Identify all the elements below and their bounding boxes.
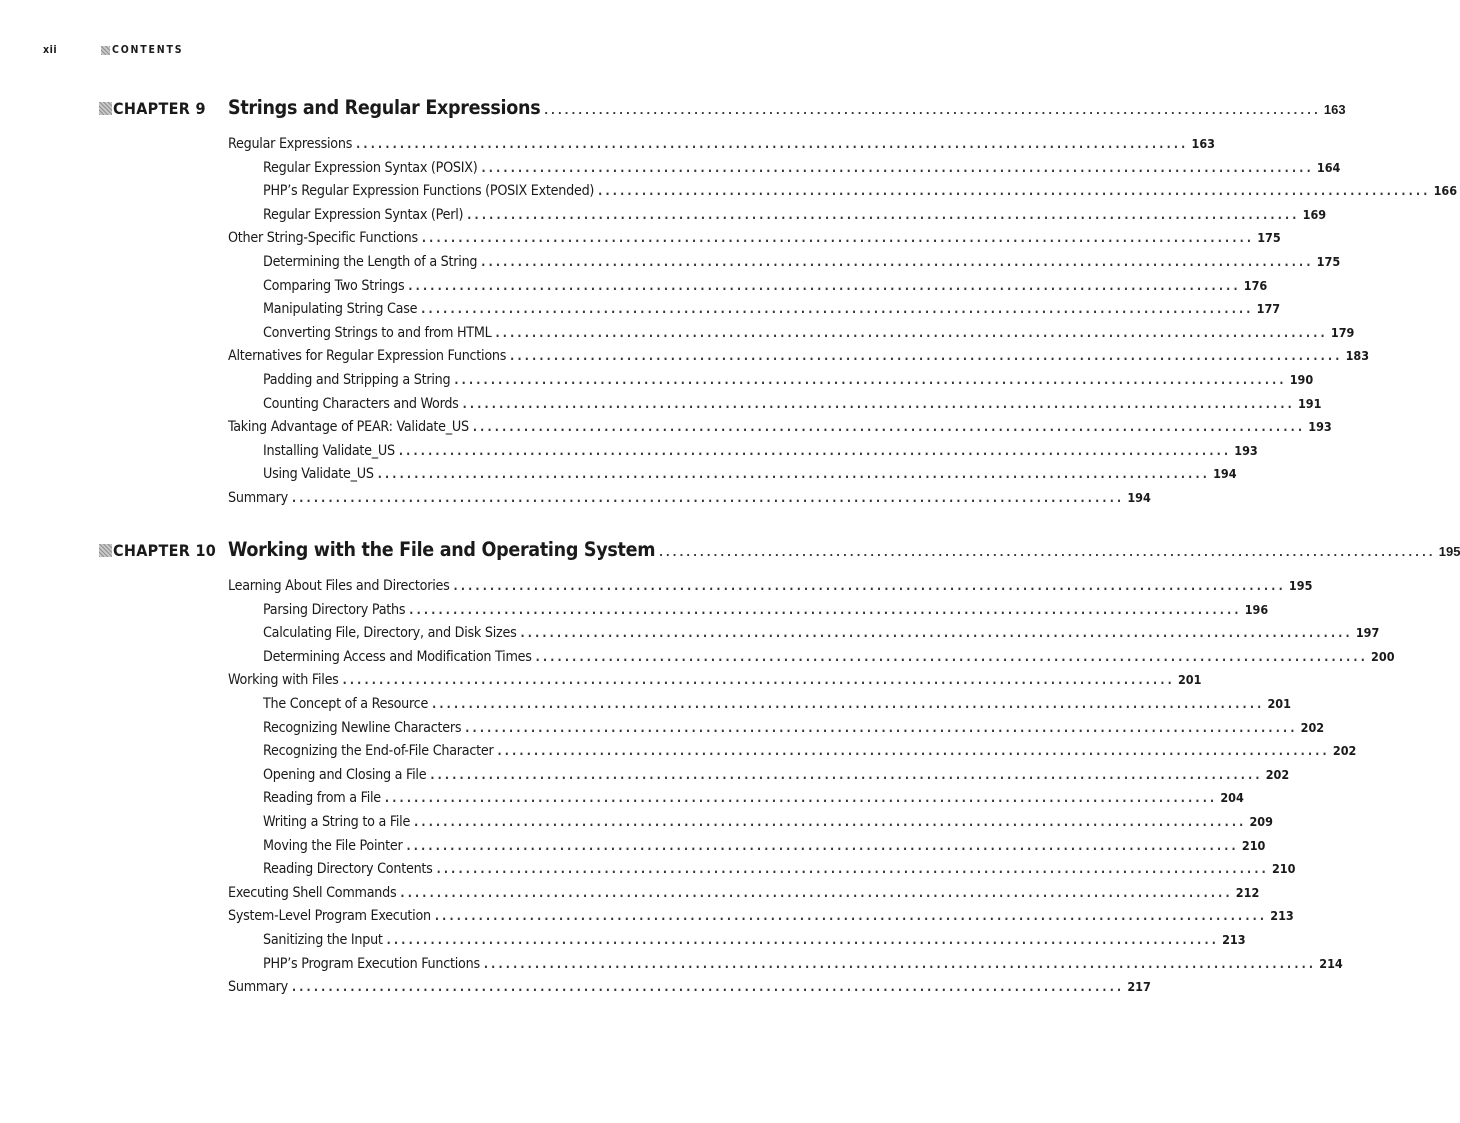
chapter-page-number: 163	[1323, 102, 1346, 117]
dot-leader: ..................................................................................................................	[291, 490, 1125, 505]
dot-leader: ..................................................................................................................	[406, 838, 1239, 853]
entry-title: PHP’s Program Execution Functions	[263, 955, 480, 972]
running-head-title: CONTENTS	[112, 44, 184, 56]
entry-page-number: 202	[1265, 766, 1290, 782]
entry-title: Comparing Two Strings	[263, 277, 405, 294]
dot-leader: ..................................................................................................................	[465, 720, 1298, 735]
entry-title: Recognizing the End-of-File Character	[263, 743, 494, 760]
toc-entry[interactable]	[263, 179, 1458, 203]
dot-leader: ..................................................................................................................	[384, 791, 1218, 806]
toc-entry[interactable]	[263, 156, 1341, 180]
entry-title: Reading from a File	[263, 790, 381, 807]
entry-page-number: 210	[1241, 837, 1266, 853]
dot-leader: ..................................................................................................................	[291, 980, 1125, 995]
dot-leader: ..................................................................................................................	[495, 325, 1328, 340]
toc-entry[interactable]	[263, 462, 1237, 486]
toc-entry[interactable]	[263, 692, 1291, 716]
toc-entry[interactable]	[263, 739, 1357, 763]
entry-title: Counting Characters and Words	[263, 395, 459, 412]
chapter-label	[99, 541, 216, 560]
entry-page-number: 175	[1316, 253, 1341, 269]
entry-page-number: 202	[1332, 743, 1357, 759]
entry-page-number: 195	[1288, 578, 1313, 593]
entry-title: Working with Files	[228, 672, 339, 689]
toc-entry[interactable]	[263, 297, 1281, 321]
chapter-title-row[interactable]	[228, 96, 1346, 119]
entry-page-number: 213	[1270, 908, 1294, 924]
entry-page-number: 166	[1433, 183, 1458, 199]
entry-title: Regular Expression Syntax (POSIX)	[263, 159, 478, 176]
chapter-title: Working with the File and Operating System	[228, 538, 656, 561]
toc-entry[interactable]	[263, 952, 1343, 976]
entry-title: The Concept of a Resource	[263, 695, 429, 712]
entry-title: Using Validate_US	[263, 466, 374, 483]
entry-page-number: 177	[1256, 301, 1281, 317]
entry-page-number: 201	[1177, 672, 1202, 688]
chapter-title: Strings and Regular Expressions	[228, 96, 541, 119]
chapter-heading	[0, 538, 1460, 566]
entry-page-number: 176	[1243, 277, 1268, 293]
entry-title: Other String-Specific Functions	[228, 230, 418, 247]
dot-leader: ..................................................................................................................	[497, 744, 1330, 759]
entry-page-number: 214	[1319, 955, 1343, 971]
toc-entry[interactable]	[228, 904, 1294, 928]
dot-leader: ..................................................................................................................	[472, 420, 1306, 435]
dot-leader: ..................................................................................................................	[544, 102, 1321, 117]
toc-entry[interactable]	[228, 415, 1332, 439]
toc-entry[interactable]	[228, 226, 1281, 250]
entry-page-number: 196	[1244, 601, 1269, 617]
entry-title: Regular Expressions	[228, 136, 353, 152]
dot-leader: ..................................................................................................................	[356, 137, 1189, 151]
toc-entry[interactable]	[228, 132, 1215, 156]
entry-page-number: 209	[1249, 813, 1273, 829]
gray-square-icon	[99, 544, 112, 557]
toc-entry[interactable]	[263, 928, 1246, 952]
entry-title: Summary	[228, 489, 288, 506]
running-header	[43, 42, 183, 58]
entry-title: Executing Shell Commands	[228, 884, 397, 901]
chapter-label-text: CHAPTER 9	[113, 99, 206, 118]
chapter-10-section	[0, 538, 1460, 999]
dot-leader: ..................................................................................................................	[421, 302, 1254, 317]
entry-title: Writing a String to a File	[263, 813, 411, 830]
toc-entry[interactable]	[263, 598, 1269, 622]
entry-title: Manipulating String Case	[263, 301, 418, 318]
dot-leader: ..................................................................................................................	[483, 956, 1317, 971]
dot-leader: ..................................................................................................................	[535, 649, 1369, 664]
entry-title: System-Level Program Execution	[228, 908, 431, 925]
entry-page-number: 212	[1235, 884, 1260, 900]
dot-leader: ..................................................................................................................	[659, 544, 1436, 559]
entry-page-number: 175	[1257, 230, 1281, 246]
toc-entry[interactable]	[263, 645, 1395, 669]
toc-entry-list	[0, 132, 1458, 510]
chapter-heading	[0, 96, 1346, 124]
toc-entry[interactable]	[263, 763, 1290, 787]
toc-entry[interactable]	[263, 810, 1273, 834]
toc-entry[interactable]	[263, 368, 1314, 392]
entry-title: Recognizing Newline Characters	[263, 719, 462, 736]
toc-entry[interactable]	[228, 668, 1202, 692]
toc-entry-list	[0, 574, 1395, 999]
entry-title: Taking Advantage of PEAR: Validate_US	[228, 419, 469, 436]
entry-page-number: 194	[1213, 466, 1237, 482]
entry-title: Sanitizing the Input	[263, 931, 383, 948]
dot-leader: ..................................................................................................................	[342, 673, 1175, 688]
entry-page-number: 210	[1271, 861, 1296, 877]
entry-page-number: 217	[1127, 979, 1151, 995]
entry-title: Determining the Length of a String	[263, 253, 478, 270]
toc-entry[interactable]	[228, 486, 1151, 510]
entry-title: Converting Strings to and from HTML	[263, 324, 492, 341]
toc-entry[interactable]	[263, 439, 1258, 463]
entry-page-number: 190	[1289, 371, 1314, 387]
toc-entry[interactable]	[263, 834, 1266, 858]
entry-title: Regular Expression Syntax (Perl)	[263, 206, 464, 223]
entry-title: PHP’s Regular Expression Functions (POSIX Extended)	[263, 183, 595, 200]
entry-title: Installing Validate_US	[263, 442, 395, 459]
dot-leader: ..................................................................................................................	[377, 467, 1211, 482]
dot-leader: ..................................................................................................................	[462, 396, 1295, 411]
dot-leader: ..................................................................................................................	[421, 231, 1255, 246]
entry-page-number: 179	[1330, 324, 1355, 340]
toc-entry[interactable]	[263, 716, 1325, 740]
dot-leader: ..................................................................................................................	[386, 932, 1220, 947]
dot-leader: ..................................................................................................................	[454, 372, 1287, 387]
dot-leader: ..................................................................................................................	[598, 184, 1431, 199]
toc-entry[interactable]	[228, 975, 1151, 999]
entry-title: Summary	[228, 979, 288, 996]
entry-title: Calculating File, Directory, and Disk Sizes	[263, 625, 517, 642]
entry-title: Reading Directory Contents	[263, 861, 433, 878]
dot-leader: ..................................................................................................................	[436, 862, 1269, 877]
toc-entry[interactable]	[228, 881, 1260, 905]
entry-title: Opening and Closing a File	[263, 766, 427, 783]
dot-leader: ..................................................................................................................	[430, 767, 1263, 782]
entry-page-number: 201	[1267, 695, 1291, 711]
toc-entry[interactable]	[263, 857, 1296, 881]
toc-entry[interactable]	[263, 203, 1327, 227]
entry-page-number: 183	[1345, 348, 1370, 364]
dot-leader: ..................................................................................................................	[467, 207, 1300, 222]
entry-page-number: 204	[1220, 790, 1244, 806]
entry-title: Determining Access and Modification Times	[263, 648, 532, 665]
toc-entry[interactable]	[263, 321, 1355, 345]
chapter-9-section	[0, 96, 1458, 510]
entry-page-number: 194	[1127, 489, 1151, 505]
gray-square-icon	[99, 102, 112, 115]
toc-entry[interactable]	[228, 574, 1313, 598]
entry-page-number: 202	[1300, 719, 1325, 735]
dot-leader: ..................................................................................................................	[432, 696, 1265, 711]
toc-entry[interactable]	[263, 786, 1244, 810]
toc-entry[interactable]	[263, 621, 1380, 645]
dot-leader: ..................................................................................................................	[409, 602, 1242, 617]
toc-entry[interactable]	[263, 392, 1322, 416]
entry-page-number: 169	[1302, 206, 1327, 222]
gray-square-icon	[101, 46, 110, 55]
entry-page-number: 200	[1371, 648, 1395, 664]
dot-leader: ..................................................................................................................	[434, 909, 1268, 924]
chapter-label	[99, 99, 206, 118]
entry-page-number: 193	[1234, 442, 1258, 458]
dot-leader: ..................................................................................................................	[400, 885, 1233, 900]
dot-leader: ..................................................................................................................	[408, 278, 1241, 293]
entry-title: Alternatives for Regular Expression Functions	[228, 348, 507, 365]
entry-page-number: 163	[1191, 136, 1215, 151]
entry-title: Padding and Stripping a String	[263, 371, 451, 388]
toc-entry[interactable]	[263, 274, 1268, 298]
entry-page-number: 197	[1355, 625, 1380, 641]
dot-leader: ..................................................................................................................	[481, 254, 1314, 269]
dot-leader: ..................................................................................................................	[481, 160, 1314, 175]
toc-entry[interactable]	[263, 250, 1341, 274]
entry-page-number: 191	[1297, 395, 1322, 411]
dot-leader: ..................................................................................................................	[398, 443, 1232, 458]
entry-page-number: 213	[1222, 931, 1246, 947]
dot-leader: ..................................................................................................................	[414, 814, 1247, 829]
entry-title: Learning About Files and Directories	[228, 578, 450, 594]
entry-title: Moving the File Pointer	[263, 837, 403, 854]
toc-entry[interactable]	[228, 344, 1370, 368]
chapter-label-text: CHAPTER 10	[113, 541, 217, 560]
dot-leader: ..................................................................................................................	[453, 579, 1286, 593]
dot-leader: ..................................................................................................................	[520, 626, 1353, 641]
dot-leader: ..................................................................................................................	[510, 349, 1343, 364]
entry-page-number: 193	[1308, 419, 1332, 435]
chapter-page-number: 195	[1438, 544, 1460, 559]
entry-title: Parsing Directory Paths	[263, 601, 406, 618]
entry-page-number: 164	[1316, 159, 1341, 175]
chapter-title-row[interactable]	[228, 538, 1460, 561]
page-number: xii	[43, 44, 58, 56]
